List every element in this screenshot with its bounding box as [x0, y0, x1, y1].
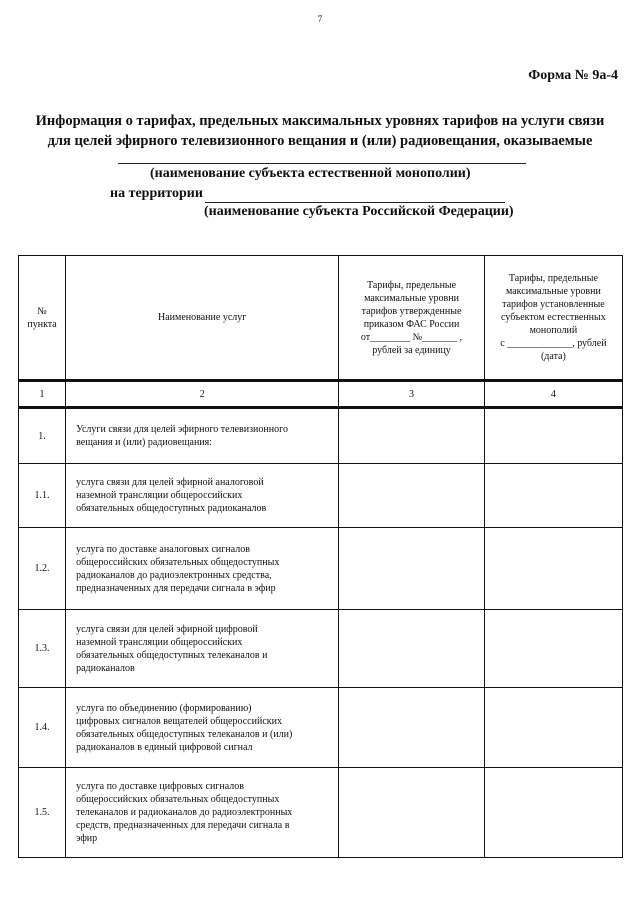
service-name: [66, 610, 339, 688]
header-fas-line: тарифов утвержденные: [361, 305, 462, 317]
service-name-line: телеканалов и радиоканалов до радиоэлектронных: [76, 807, 293, 818]
service-name-line: общероссийских обязательных общедоступных: [76, 794, 280, 805]
service-name-line: вещания и (или) радиовещания:: [76, 437, 213, 448]
service-name-line: наземной трансляции общероссийских: [76, 636, 243, 648]
service-name-line: радиоканалов до радиоэлектронных средства,: [76, 569, 272, 581]
service-name-line: обязательных общедоступных радиоканалов: [76, 503, 267, 514]
column-number: 2: [66, 381, 339, 408]
fas-tariff-cell: [339, 528, 485, 610]
service-name-line: обязательных общедоступных телеканалов и (или): [76, 728, 293, 740]
table-row: [19, 688, 623, 768]
fas-tariff-cell: [339, 688, 485, 768]
table-row: [19, 408, 623, 464]
subject-name-blank: [118, 163, 526, 164]
header-monopoly-line: Тарифы, предельные: [508, 273, 598, 284]
fas-tariff-cell: [339, 768, 485, 858]
service-name-line: радиоканалов в единый цифровой сигнал: [76, 741, 253, 753]
title-line-1: Информация о тарифах, предельных максимальных уровнях тарифов на услуги связи: [35, 113, 605, 129]
document-title: [20, 111, 620, 151]
header-fas-line: от________ №_______ ,: [360, 331, 463, 343]
subject-caption: (наименование субъекта естественной монополии): [150, 166, 471, 181]
header-monopoly-tariffs: [484, 256, 622, 381]
service-name-line: средств, предназначенных для передачи сигнала в: [76, 820, 290, 831]
service-name: [66, 408, 339, 464]
service-name-line: эфир: [76, 833, 98, 844]
header-monopoly-line: субъектом естественных: [501, 312, 606, 323]
row-number: 1.1.: [19, 464, 66, 528]
service-name-line: услуга связи для целей эфирной цифровой: [76, 623, 258, 635]
service-name-line: предназначенных для передачи сигнала в эфир: [76, 582, 276, 594]
table-row: [19, 528, 623, 610]
header-monopoly-line: (дата): [540, 351, 566, 362]
header-monopoly-line: максимальные уровни: [505, 286, 601, 297]
column-number-row: [19, 381, 623, 408]
monopoly-tariff-cell: [484, 688, 622, 768]
header-item-number: № пункта: [19, 256, 66, 381]
monopoly-tariff-cell: [484, 408, 622, 464]
service-name: [66, 464, 339, 528]
table-row: [19, 464, 623, 528]
row-number: 1.3.: [19, 610, 66, 688]
territory-label: на территории: [110, 186, 203, 201]
service-name-line: цифровых сигналов вещателей общероссийских: [76, 715, 282, 727]
column-number: 4: [484, 381, 622, 408]
table-row: [19, 768, 623, 858]
service-name-line: общероссийских обязательных общедоступных: [76, 556, 280, 568]
row-number: 1.: [19, 408, 66, 464]
service-name-line: услуга по доставке цифровых сигналов: [76, 781, 244, 792]
row-number: 1.4.: [19, 688, 66, 768]
monopoly-tariff-cell: [484, 768, 622, 858]
header-fas-line: максимальные уровни: [364, 292, 459, 304]
column-number: 3: [339, 381, 485, 408]
service-name-line: Услуги связи для целей эфирного телевизионного: [76, 424, 288, 435]
tariff-table: [18, 255, 623, 858]
service-name-line: наземной трансляции общероссийских: [76, 490, 243, 501]
header-monopoly-line: монополий: [529, 325, 578, 336]
table-header-row: [19, 256, 623, 381]
page-number: 7: [317, 14, 323, 24]
table-row: [19, 610, 623, 688]
header-fas-line: Тарифы, предельные: [367, 279, 457, 291]
monopoly-tariff-cell: [484, 464, 622, 528]
column-number: 1: [19, 381, 66, 408]
service-name-line: обязательных общедоступных телеканалов и: [76, 649, 268, 661]
row-number: 1.5.: [19, 768, 66, 858]
header-monopoly-line: с _____________, рублей: [500, 338, 607, 349]
region-caption: (наименование субъекта Российской Федерации): [204, 204, 514, 219]
header-fas-line: рублей за единицу: [372, 344, 451, 356]
header-fas-tariffs: [339, 256, 485, 381]
fas-tariff-cell: [339, 408, 485, 464]
territory-blank: [205, 202, 505, 203]
service-name-line: услуга по объединению (формированию): [76, 702, 252, 714]
service-name: [66, 688, 339, 768]
monopoly-tariff-cell: [484, 610, 622, 688]
header-monopoly-line: тарифов установленные: [502, 299, 605, 310]
service-name: [66, 768, 339, 858]
fas-tariff-cell: [339, 610, 485, 688]
service-name-line: услуга по доставке аналоговых сигналов: [76, 543, 250, 555]
header-fas-line: приказом ФАС России: [363, 318, 460, 330]
service-name: [66, 528, 339, 610]
title-line-2: для целей эфирного телевизионного вещания и (или) радиовещания, оказываемые: [47, 133, 593, 149]
fas-tariff-cell: [339, 464, 485, 528]
monopoly-tariff-cell: [484, 528, 622, 610]
service-name-line: услуга связи для целей эфирной аналоговой: [76, 477, 264, 488]
header-service-name: Наименование услуг: [66, 256, 339, 381]
row-number: 1.2.: [19, 528, 66, 610]
service-name-line: радиоканалов: [76, 662, 135, 674]
form-label: Форма № 9а-4: [528, 68, 618, 83]
